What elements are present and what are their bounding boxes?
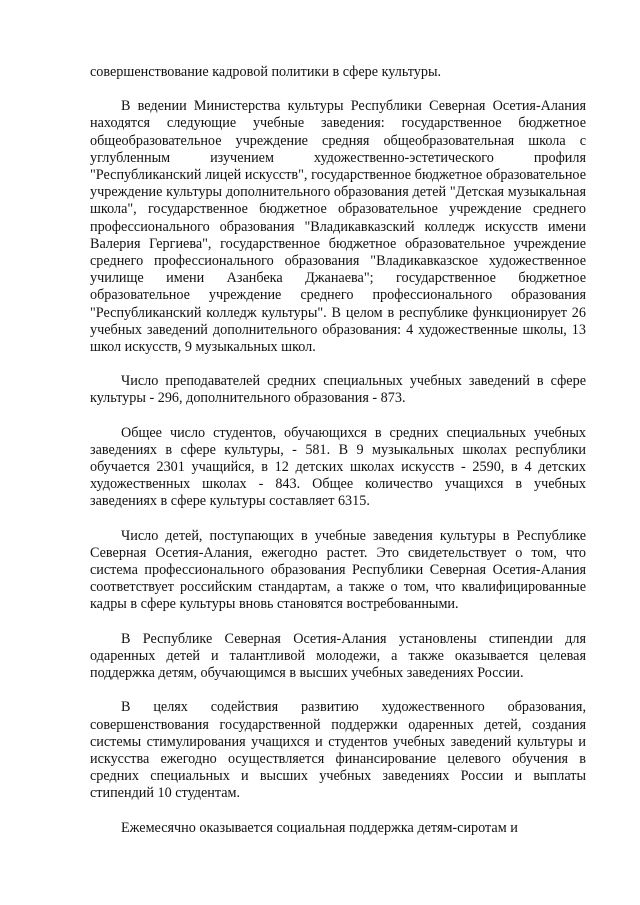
paragraph-teachers-count: Число преподавателей средних специальных учебных заведений в сфере культуры - 296, дополнительного образования - 873. <box>90 373 586 407</box>
paragraph-educational-institutions: В ведении Министерства культуры Республики Северная Осетия-Алания находятся следующие учебные заведения: государственное бюджетное общеобразовательное учреждение средняя общеобразовательная школа с углубленным изучением художественно-эстетического профиля "Республиканский лицей искусств", государственное бюджетное образовательное учреждение культуры дополнительного образования детей "Детская музыкальная школа", государственное бюджетное образовательное учреждение среднего профессионального образования "Владикавказский колледж искусств имени Валерия Гергиева", государственное бюджетное образовательное учреждение среднего профессионального образования "Владикавказское художественное училище имени Азанбека Джанаева"; государственное бюджетное образовательное учреждение среднего профессионального образования "Республиканский колледж культуры". В целом в республике функционирует 26 учебных заведений дополнительного образования: 4 художественные школы, 13 школ искусств, 9 музыкальных школ. <box>90 98 586 356</box>
paragraph-continuation: совершенствование кадровой политики в сфере культуры. <box>90 64 442 80</box>
paragraph-students-count: Общее число студентов, обучающихся в средних специальных учебных заведениях в сфере культуры, - 581. В 9 музыкальных школах республики обучается 2301 учащийся, в 12 детских школах искусств - 2590, в 4 детских художественных школах - 843. Общее количество учащихся в учебных заведениях в сфере культуры составляет 6315. <box>90 424 586 510</box>
document-body <box>90 64 586 854</box>
paragraph-art-education-support: В целях содействия развитию художественного образования, совершенствования государственной поддержки одаренных детей, создания системы стимулирования учащихся и студентов учебных заведений культуры и искусства ежегодно осуществляется финансирование целевого обучения в средних специальных и высших учебных заведениях России и выплаты стипендий 10 студентам. <box>90 699 586 802</box>
paragraph-enrollment-growth: Число детей, поступающих в учебные заведения культуры в Республике Северная Осетия-Алания, ежегодно растет. Это свидетельствует о том, что система профессионального образования Республики Северная Осетия-Алания соответствует российским стандартам, а также о том, что квалифицированные кадры в сфере культуры вновь становятся востребованными. <box>90 527 586 613</box>
paragraph-social-support: Ежемесячно оказывается социальная поддержка детям-сиротам и <box>121 819 518 836</box>
paragraph-scholarships: В Республике Северная Осетия-Алания установлены стипендии для одаренных детей и талантливой молодежи, а также оказывается целевая поддержка детям, обучающимся в высших учебных заведениях России. <box>90 630 586 682</box>
